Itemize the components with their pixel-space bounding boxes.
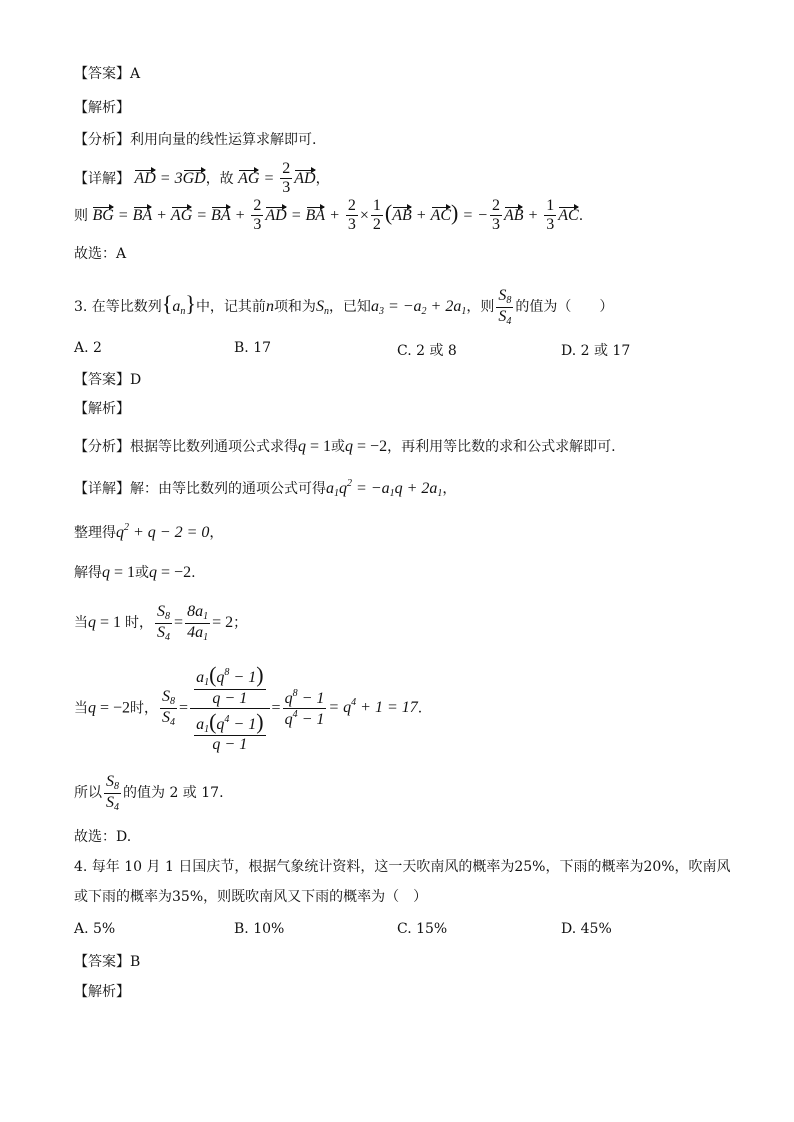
q4-stem-line1: 4. 每年 10 月 1 日国庆节，根据气象统计资料，这一天吹南风的概率为25%，下雨的概率为20%，吹南风 (74, 859, 731, 875)
q3-conclude: 所以 $\frac{S_8}{S_4}$ 的值为 2 或 17. (74, 773, 224, 813)
q3-option-d: D. 2 或 17 (561, 343, 631, 359)
q2-choice: 故选：A (74, 246, 127, 262)
q3-case2: 当q = −2时， $\frac{S_8}{S_4}$ = $\frac{\frac{a_1(q^8 - 1)}{q - 1}}{\frac{a_1(q^4 - 1)}{q - 1}}$ = $\frac{q^8 - 1}{q^4 - 1}$ = $q^4 + 1 = 17$. (74, 662, 423, 754)
q3-fenxi: 【分析】根据等比数列通项公式求得q = 1或q = −2，再利用等比数的求和公式求解即可. (74, 438, 616, 455)
q2-analysis-heading: 【解析】 (74, 100, 130, 116)
q4-stem-line2: 或下雨的概率为35%，则既吹南风又下雨的概率为（ ） (74, 889, 428, 905)
q3-zhengli: 整理得$q^2 + q - 2 = 0$， (74, 522, 224, 541)
q2-fenxi: 【分析】利用向量的线性运算求解即可. (74, 132, 317, 148)
q2-detail-line: 【详解】 AD = 3GD，故 AG = $\frac{2}{3}$ AD， (74, 160, 330, 197)
q3-detail: 【详解】解：由等比数列的通项公式可得$a_1q^2 = -a_1q + 2a_1$， (74, 478, 457, 499)
q3-analysis-heading: 【解析】 (74, 401, 130, 417)
q4-option-c: C. 15% (397, 921, 448, 937)
q4-option-b: B. 10% (234, 921, 285, 937)
q3-option-a: A. 2 (74, 340, 102, 356)
q4-answer: 【答案】B (74, 954, 141, 970)
q3-jiede: 解得q = 1或q = −2. (74, 564, 196, 581)
q2-derivation: 则 BG = BA + AG = BA + $\frac{2}{3}$ AD = BA + $\frac{2}{3}$ × $\frac{1}{2}$ (AB + AC) = − $\frac{2}{3}$ AB + $\frac{1}{3}$ AC. (74, 197, 584, 234)
q3-stem: 3. 在等比数列$\{a_n\}$中，记其前n项和为$S_n$，已知$a_3 = -a_2 + 2a_1$，则 $\frac{S_8}{S_4}$ 的值为（ ） (74, 287, 614, 327)
q3-case1: 当q = 1 时， $\frac{S_8}{S_4}$ = $\frac{8a_1}{4a_1}$ = 2； (74, 603, 248, 643)
q3-answer: 【答案】D (74, 372, 142, 388)
q2-answer: 【答案】A (74, 66, 141, 82)
q4-option-a: A. 5% (74, 921, 116, 937)
q3-option-c: C. 2 或 8 (397, 343, 457, 359)
q4-analysis-heading: 【解析】 (74, 984, 130, 1000)
q3-option-b: B. 17 (234, 340, 272, 356)
q3-choice: 故选：D. (74, 829, 132, 845)
q2-detail-label: 【详解】 (74, 170, 130, 187)
q4-option-d: D. 45% (561, 921, 612, 937)
